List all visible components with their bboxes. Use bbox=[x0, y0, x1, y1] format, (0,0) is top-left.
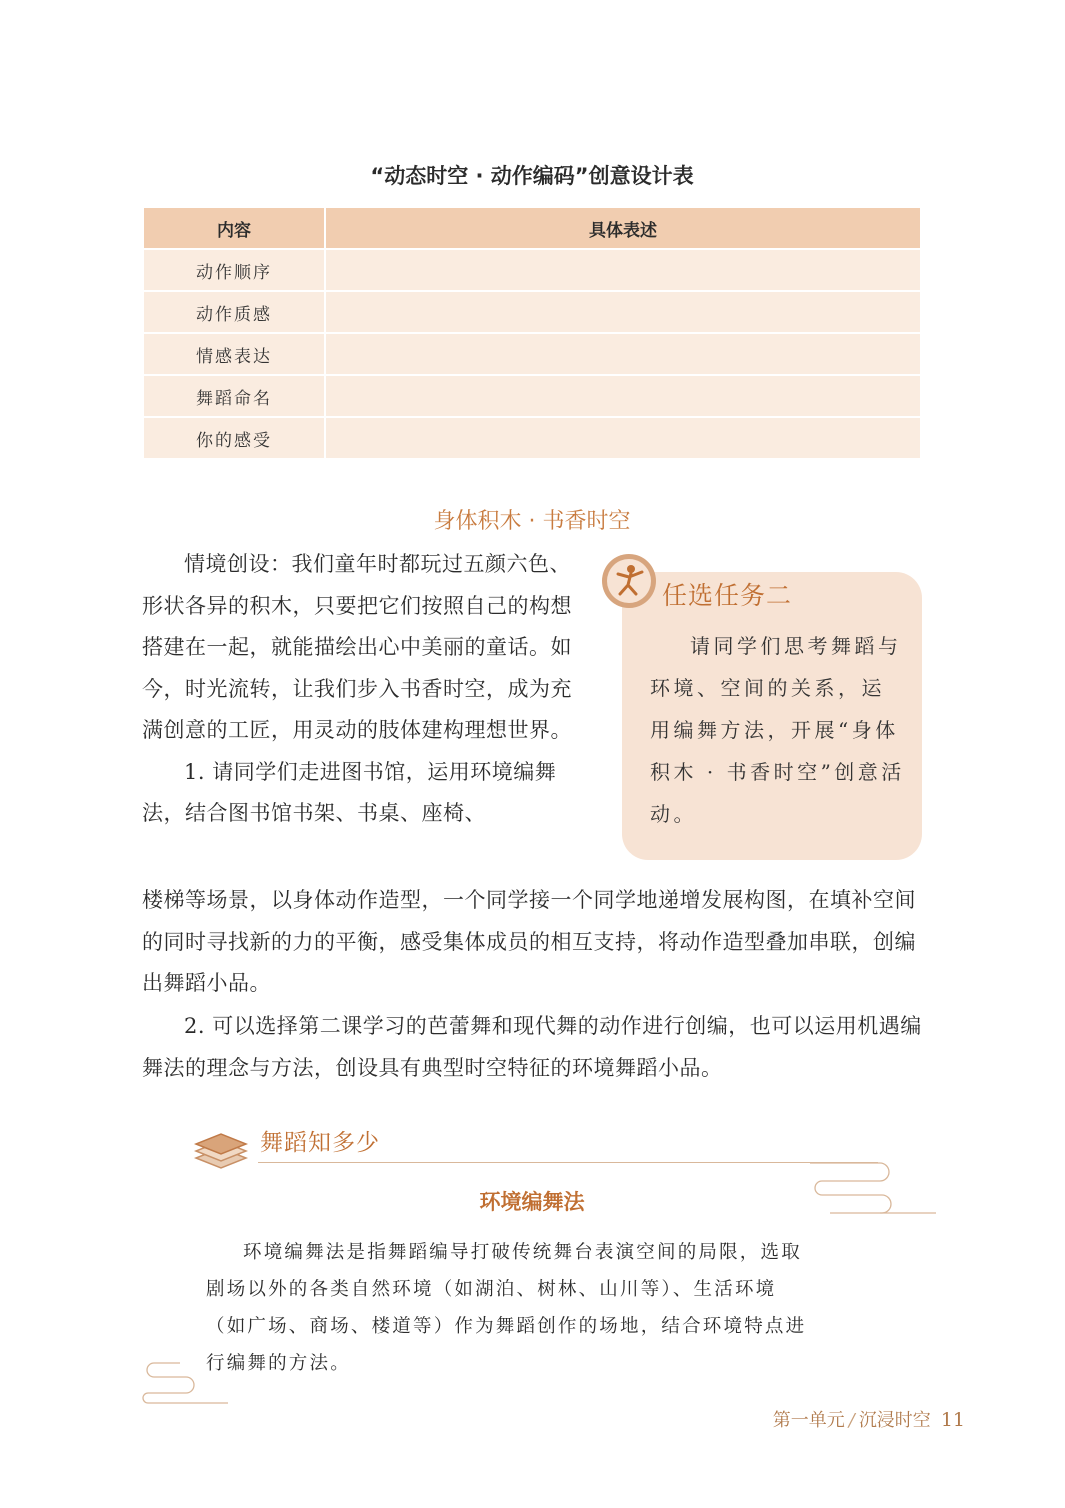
table-row-label: 你的感受 bbox=[143, 417, 325, 459]
design-table bbox=[142, 206, 922, 460]
table-row-label: 动作顺序 bbox=[143, 249, 325, 291]
knowledge-text: 环境编舞法是指舞蹈编导打破传统舞台表演空间的局限，选取剧场以外的各类自然环境（如湖泊、树林、山川等）、生活环境（如广场、商场、楼道等）作为舞蹈创作的场地，结合环境特点进行编舞的方法。 bbox=[206, 1242, 807, 1374]
table-row bbox=[143, 417, 921, 459]
table-row-value[interactable] bbox=[325, 375, 921, 417]
table-row-value[interactable] bbox=[325, 333, 921, 375]
table-row bbox=[143, 291, 921, 333]
table-row-value[interactable] bbox=[325, 417, 921, 459]
table-row-label: 舞蹈命名 bbox=[143, 375, 325, 417]
table-row-value[interactable] bbox=[325, 291, 921, 333]
knowledge-label: 舞蹈知多少 bbox=[260, 1130, 380, 1156]
task-card-title: 任选任务二 bbox=[662, 581, 793, 610]
table-header-row bbox=[143, 207, 921, 249]
table-row bbox=[143, 249, 921, 291]
footer-separator: / bbox=[848, 1410, 855, 1431]
task-item-2: 2. 可以选择第二课学习的芭蕾舞和现代舞的动作进行创编，也可以运用机遇编舞法的理念与方法，创设具有典型时空特征的环境舞蹈小品。 bbox=[142, 1014, 922, 1080]
table-header-description: 具体表述 bbox=[325, 207, 921, 249]
footer-unit-title: 沉浸时空 bbox=[858, 1410, 931, 1431]
table-row-label: 情感表达 bbox=[143, 333, 325, 375]
dancer-icon bbox=[598, 550, 660, 612]
task-card-text: 请同学们思考舞蹈与环境、空间的关系，运用编舞方法，开展“身体积木 · 书香时空”创意活动。 bbox=[650, 634, 905, 826]
table-header-content: 内容 bbox=[143, 207, 325, 249]
stacked-books-icon bbox=[190, 1128, 252, 1176]
table-row-label: 动作质感 bbox=[143, 291, 325, 333]
table-row bbox=[143, 333, 921, 375]
section-intro: 情境创设：我们童年时都玩过五颜六色、形状各异的积木，只要把它们按照自己的构想搭建在一起，就能描绘出心中美丽的童话。如今，时光流转，让我们步入书香时空，成为充满创意的工匠，用灵动的肢体建构理想世界。 bbox=[142, 552, 572, 742]
table-title: “动态时空 · 动作编码”创意设计表 bbox=[370, 164, 694, 188]
footer-unit: 第一单元 bbox=[772, 1410, 845, 1431]
page-footer bbox=[773, 1406, 965, 1432]
section-title: 身体积木 · 书香时空 bbox=[433, 509, 631, 534]
knowledge-heading: 环境编舞法 bbox=[479, 1189, 585, 1214]
table-row bbox=[143, 375, 921, 417]
page-number: 11 bbox=[940, 1409, 965, 1431]
task-item-1-continued: 楼梯等场景，以身体动作造型，一个同学接一个同学地递增发展构图，在填补空间的同时寻找新的力的平衡，感受集体成员的相互支持，将动作造型叠加串联，创编出舞蹈小品。 bbox=[142, 888, 916, 995]
cloud-ornament-icon bbox=[140, 1360, 240, 1408]
task-item-1-start: 1. 请同学们走进图书馆，运用环境编舞法，结合图书馆书架、书桌、座椅、 bbox=[142, 759, 557, 825]
table-row-value[interactable] bbox=[325, 249, 921, 291]
knowledge-divider bbox=[258, 1162, 878, 1163]
section-intro-block bbox=[142, 544, 572, 835]
